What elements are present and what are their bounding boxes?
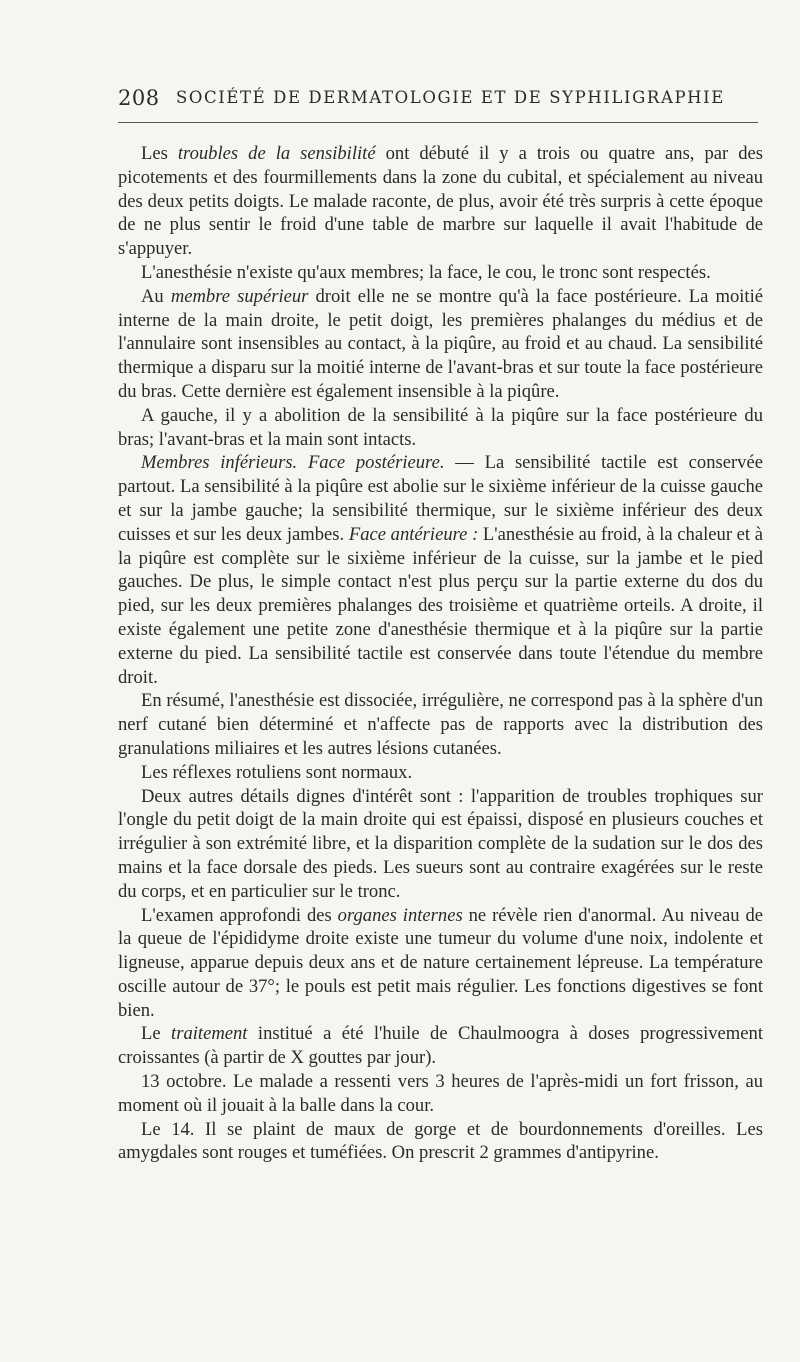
paragraph-treatment: Le traitement institué a été l'huile de Chaulmoogra à doses progressivement croissantes (à partir de X gouttes par jour). [118, 1023, 763, 1069]
paragraph-lower-limbs: Membres inférieurs. Face postérieure. — La sensibilité tactile est conservée partout. La sensibilité à la piqûre est abolie sur le sixième inférieur de la cuisse gauche et sur la jambe gauche; la sensibilité thermique, sur le sixième inférieur des deux cuisses et sur les deux jambes. Face antérieure : L'anesthésie au froid, à la chaleur et à la piqûre est complète sur le sixième inférieur de la cuisse, sur la jambe et le pied gauches. De plus, le simple contact n'est plus perçu sur la partie externe du dos du pied, sur les deux premières phalanges des troisième et quatrième orteils. A droite, il existe également une petite zone d'anesthésie thermique et à la piqûre sur la partie externe du pied. La sensibilité tactile est conservée dans toute l'étendue du membre droit. [118, 452, 763, 688]
paragraph-sensibility-onset: Les troubles de la sensibilité ont débuté il y a trois ou quatre ans, par des picotements et des fourmillements dans la zone du cubital, et spécialement au niveau des deux petits doigts. Le malade raconte, de plus, avoir été très surpris à cette époque de ne plus sentir le froid d'une table de marbre sur laquelle il avait l'habitude de s'appuyer. [118, 143, 764, 260]
paragraph-october-14: Le 14. Il se plaint de maux de gorge et de bourdonnements d'oreilles. Les amygdales sont rouges et tuméfiées. On prescrit 2 grammes d'antipyrine. [118, 1118, 763, 1164]
page-number: 208 [118, 86, 160, 110]
paragraph-left-side: A gauche, il y a abolition de la sensibilité à la piqûre sur la face postérieure du bras; l'avant-bras et la main sont intacts. [118, 404, 763, 450]
body-text [118, 142, 763, 1165]
paragraph-reflexes: Les réflexes rotuliens sont normaux. [141, 761, 413, 783]
running-title: SOCIÉTÉ DE DERMATOLOGIE ET DE SYPHILIGRAPHIE [176, 88, 725, 107]
paragraph-anesthesia-limbs: L'anesthésie n'existe qu'aux membres; la face, le cou, le tronc sont respectés. [141, 261, 711, 283]
paragraph-summary: En résumé, l'anesthésie est dissociée, irrégulière, ne correspond pas à la sphère d'un nerf cutané bien déterminé et n'affecte pas de rapports avec la distribution des granulations miliaires et les autres lésions cutanées. [118, 690, 763, 759]
page-header [118, 86, 760, 112]
paragraph-october-13: 13 octobre. Le malade a ressenti vers 3 heures de l'après-midi un fort frisson, au moment où il jouait à la balle dans la cour. [118, 1071, 763, 1116]
paragraph-trophic-troubles: Deux autres détails dignes d'intérêt sont : l'apparition de troubles trophiques sur l'ongle du petit doigt de la main droite qui est épaissi, disposé en plusieurs couches et irrégulier à son extrémité libre, et la disparition complète de la sudation sur le dos des mains et la face dorsale des pieds. Les sueurs sont au contraire exagérées sur le reste du corps, et en particulier sur le tronc. [118, 785, 763, 902]
paragraph-internal-organs: L'examen approfondi des organes internes ne révèle rien d'anormal. Au niveau de la queue de l'épididyme droite existe une tumeur du volume d'une noix, indolente et ligneuse, apparue depuis deux ans et de nature certainement lépreuse. La température oscille autour de 37°; le pouls est petit mais régulier. Les fonctions digestives se font bien. [118, 904, 763, 1021]
header-rule [118, 122, 758, 123]
paragraph-upper-limb: Au membre supérieur droit elle ne se montre qu'à la face postérieure. La moitié interne de la main droite, le petit doigt, les premières phalanges du médius et de l'annulaire sont insensibles au contact, à la piqûre, au froid et au chaud. La sensibilité thermique a disparu sur la moitié interne de l'avant-bras et sur toute la face postérieure du bras. Cette dernière est également insensible à la piqûre. [118, 285, 764, 402]
